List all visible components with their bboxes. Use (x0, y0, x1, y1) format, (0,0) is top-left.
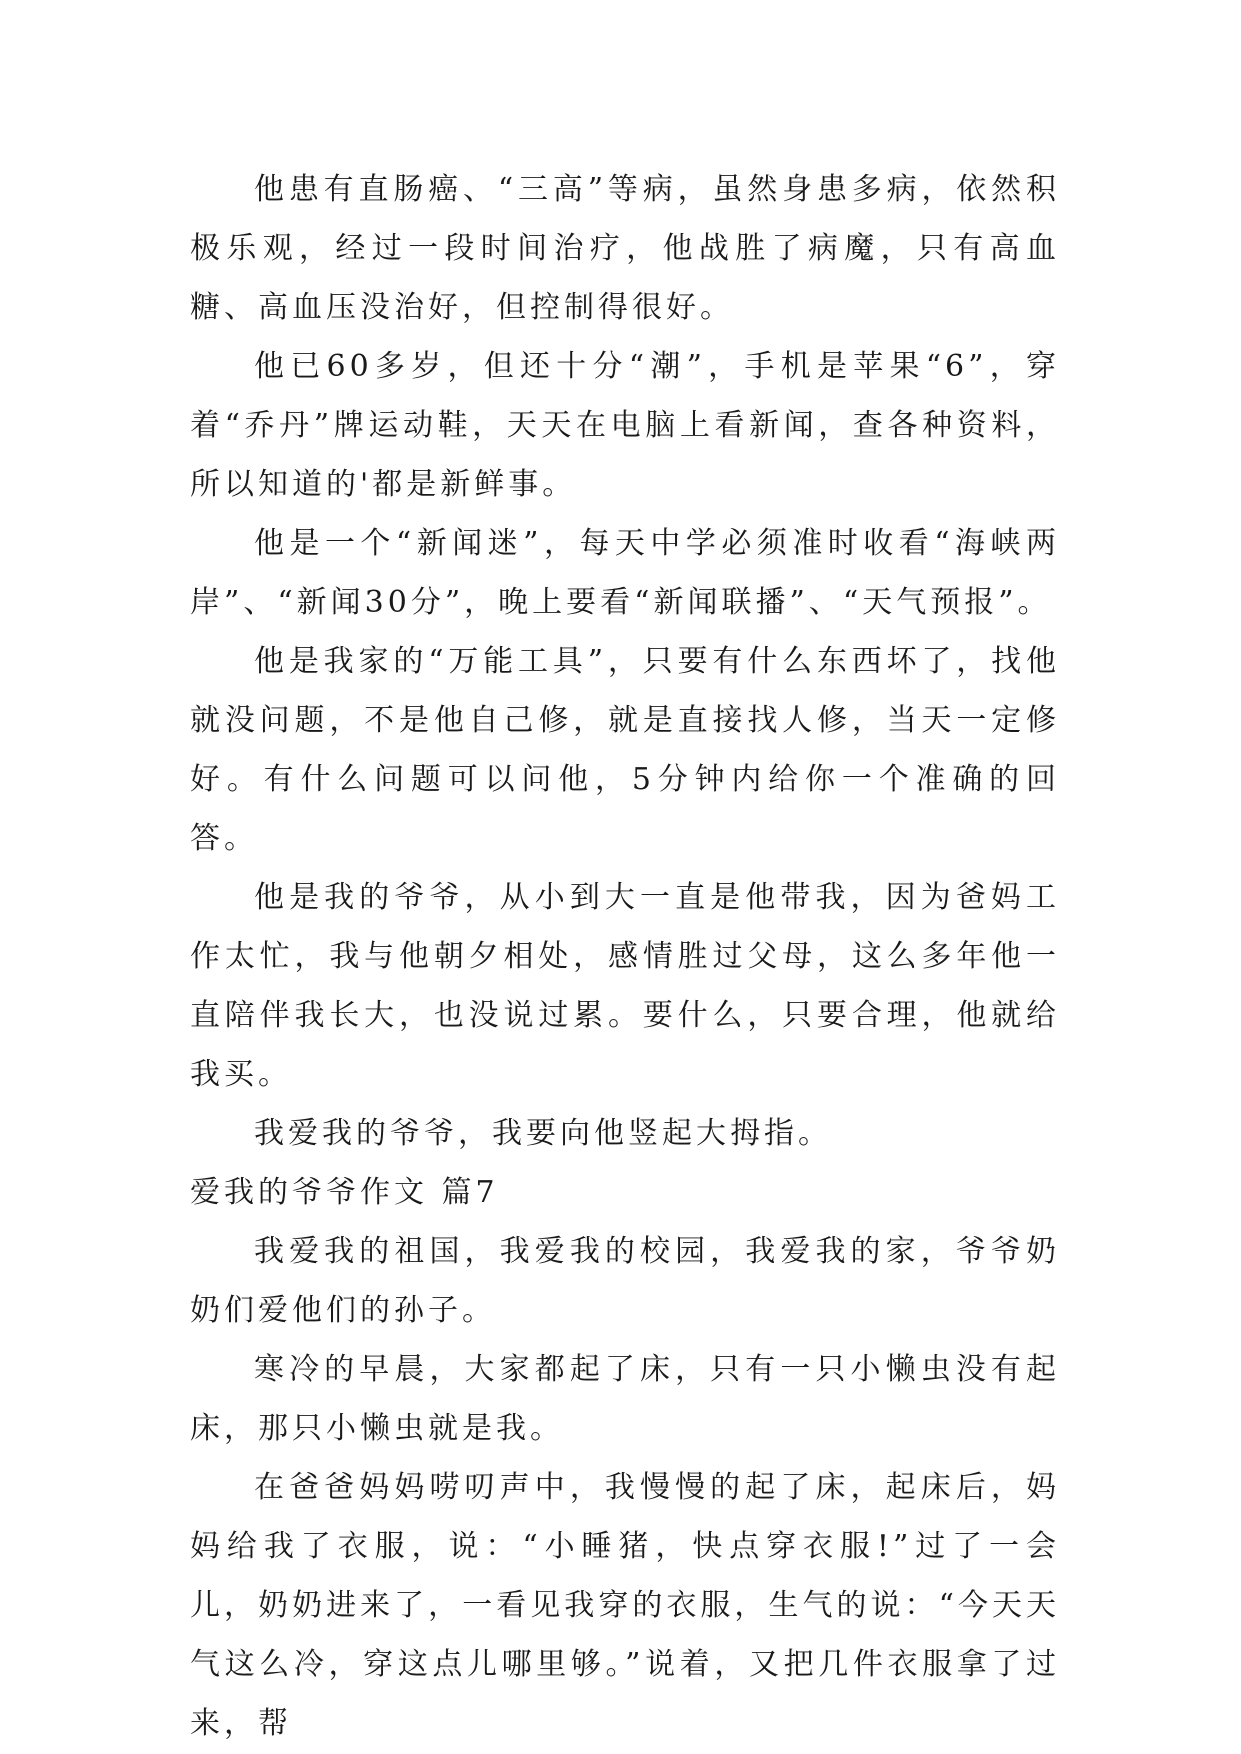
paragraph: 他是一个“新闻迷”，每天中学必须准时收看“海峡两岸”、“新闻30分”，晚上要看“新闻联播”、“天气预报”。 (190, 526, 1060, 620)
section-heading: 爱我的爷爷作文 篇7 (190, 1175, 499, 1210)
paragraph: 他患有直肠癌、“三高”等病，虽然身患多病，依然积极乐观，经过一段时间治疗，他战胜了病魔，只有高血糖、高血压没治好，但控制得很好。 (190, 172, 1060, 325)
paragraph: 我爱我的祖国，我爱我的校园，我爱我的家，爷爷奶奶们爱他们的孙子。 (190, 1234, 1060, 1328)
paragraph: 他是我的爷爷，从小到大一直是他带我，因为爸妈工作太忙，我与他朝夕相处，感情胜过父母，这么多年他一直陪伴我长大，也没说过累。要什么，只要合理，他就给我买。 (190, 880, 1060, 1092)
paragraph: 他是我家的“万能工具”，只要有什么东西坏了，找他就没问题，不是他自己修，就是直接找人修，当天一定修好。有什么问题可以问他，5分钟内给你一个准确的回答。 (190, 644, 1060, 856)
paragraph: 我爱我的爷爷，我要向他竖起大拇指。 (254, 1116, 832, 1151)
paragraph: 寒冷的早晨，大家都起了床，只有一只小懒虫没有起床，那只小懒虫就是我。 (190, 1352, 1060, 1446)
paragraph: 在爸爸妈妈唠叨声中，我慢慢的起了床，起床后，妈妈给我了衣服，说：“小睡猪，快点穿衣服!”过了一会儿，奶奶进来了，一看见我穿的衣服，生气的说：“今天天气这么冷，穿这点儿哪里够。”说着，又把几件衣服拿了过来，帮 (190, 1470, 1060, 1741)
paragraph: 他已60多岁，但还十分“潮”，手机是苹果“6”，穿着“乔丹”牌运动鞋，天天在电脑上看新闻，查各种资料，所以知道的'都是新鲜事。 (190, 349, 1060, 502)
document-body (190, 160, 1060, 1753)
